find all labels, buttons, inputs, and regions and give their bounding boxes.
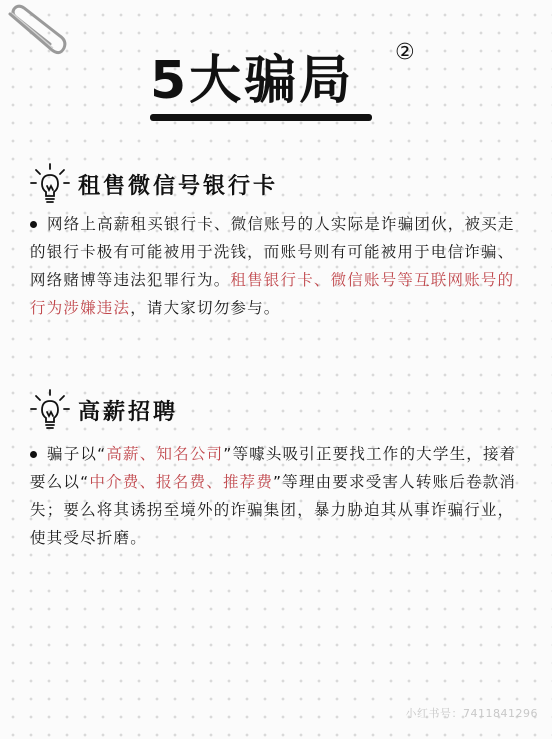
section-paragraph-2 (30, 440, 528, 552)
section-paragraph-1 (30, 210, 528, 322)
paragraph-text-b: ”等噱头吸引正要找工作的大学生，接着要么以“ (30, 445, 517, 491)
section-heading-2 (28, 390, 178, 430)
lightbulb-icon (28, 388, 72, 432)
paragraph-highlight-2: 中介费、报名费、推荐费 (89, 473, 274, 491)
section-heading-1 (28, 164, 278, 204)
paragraph-text-c: ”等理由要求受害人转账后卷款消失；要么将其诱拐至境外的诈骗集团，暴力胁迫其从事诈骗行业，使其受尽折磨。 (30, 473, 517, 547)
watermark: 小红书号：7411841296 (405, 707, 538, 720)
paragraph-tail: ，请大家切勿参与。 (130, 299, 281, 317)
section-heading-text: 租售微信号银行卡 (78, 173, 279, 199)
page-title: 5大骗局 (150, 51, 355, 111)
section-heading-text: 高薪招聘 (78, 399, 179, 425)
paragraph-highlight-1: 高薪、知名公司 (106, 445, 224, 463)
bullet-dot (30, 221, 37, 228)
paperclip-icon (0, 0, 72, 62)
bullet-dot (30, 451, 37, 458)
circled-number: ② (395, 40, 415, 65)
lightbulb-icon (28, 162, 72, 206)
title-underline (150, 114, 372, 121)
paragraph-text: 网络上高薪租买银行卡、微信账号的人实际是诈骗团伙，被买走的银行卡极有可能被用于洗钱，而账号则有可能被用于电信诈骗、网络赌博等违法犯罪行为。 (30, 215, 515, 289)
paragraph-text-a: 骗子以“ (47, 445, 107, 463)
paragraph-highlight: 租售银行卡、微信账号等互联网账号的行为涉嫌违法 (30, 271, 515, 317)
